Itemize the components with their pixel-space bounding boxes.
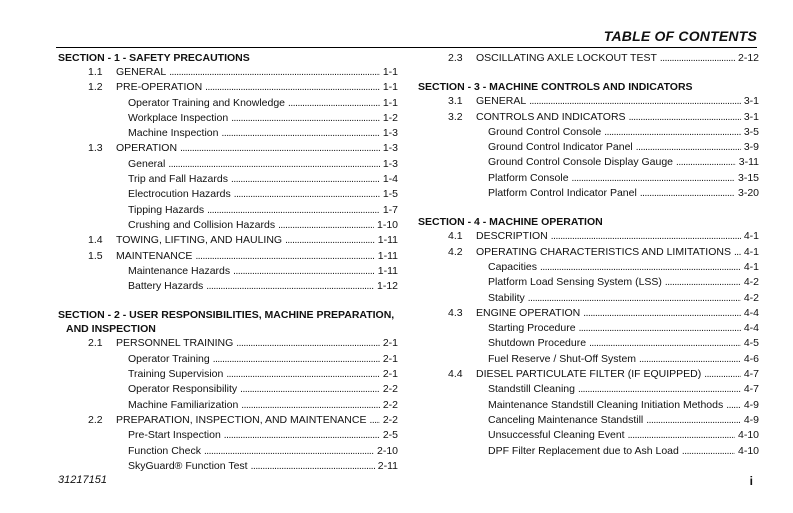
dot-leader [233, 264, 375, 279]
toc-page-ref: 4-4 [743, 322, 759, 335]
toc-page-ref: 4-1 [743, 260, 759, 273]
toc-entry-title: MAINTENANCE [116, 249, 193, 262]
toc-subentry[interactable] [58, 218, 398, 233]
toc-subentry[interactable] [418, 260, 759, 275]
toc-page-ref: 1-3 [382, 142, 398, 155]
toc-subentry[interactable] [418, 428, 759, 443]
dot-leader [540, 260, 741, 275]
toc-subentry[interactable] [58, 111, 398, 126]
toc-page-ref: 1-3 [382, 157, 398, 170]
page-title: TABLE OF CONTENTS [603, 28, 757, 44]
toc-subentry[interactable] [58, 172, 398, 187]
toc-entry[interactable] [418, 51, 759, 66]
toc-page-ref: 1-1 [382, 96, 398, 109]
toc-entry-title: OPERATING CHARACTERISTICS AND LIMITATIONS [476, 245, 731, 258]
toc-page-ref: 3-15 [737, 171, 759, 184]
toc-entry[interactable] [58, 413, 398, 428]
toc-entry-title: Training Supervision [128, 368, 224, 381]
toc-entry-title: Function Check [128, 444, 201, 457]
toc-entry-title: Tipping Hazards [128, 203, 205, 216]
toc-subentry[interactable] [58, 279, 398, 294]
dot-leader [240, 382, 380, 397]
toc-page-ref: 3-5 [743, 125, 759, 138]
toc-page-ref: 4-10 [737, 429, 759, 442]
header-rule [56, 47, 757, 48]
toc-entry-title: Operator Responsibility [128, 383, 238, 396]
toc-right-column [418, 51, 759, 459]
dot-leader [551, 229, 741, 244]
dot-leader [636, 140, 741, 155]
dot-leader [604, 125, 741, 140]
toc-entry-title: ENGINE OPERATION [476, 306, 581, 319]
dot-leader [682, 444, 735, 459]
dot-leader [528, 291, 741, 306]
dot-leader [285, 233, 375, 248]
toc-page-ref: 2-2 [382, 413, 398, 426]
toc-subentry[interactable] [58, 367, 398, 382]
toc-entry-title: TOWING, LIFTING, AND HAULING [116, 234, 283, 247]
toc-page-ref: 3-1 [743, 95, 759, 108]
toc-subentry[interactable] [58, 382, 398, 397]
section-heading-text: SECTION - 2 - USER RESPONSIBILITIES, MACHINE PREPARATION, [58, 309, 395, 322]
toc-subentry[interactable] [58, 96, 398, 111]
toc-page-ref: 4-4 [743, 306, 759, 319]
toc-entry-title: Operator Training and Knowledge [128, 96, 286, 109]
toc-page-ref: 4-7 [743, 368, 759, 381]
dot-leader [640, 186, 735, 201]
toc-entry-number: 3.2 [448, 110, 463, 123]
dot-leader [221, 126, 379, 141]
toc-entry[interactable] [418, 110, 759, 125]
dot-leader [726, 398, 741, 413]
toc-page-ref: 2-1 [382, 352, 398, 365]
toc-entry-title: Platform Load Sensing System (LSS) [488, 276, 662, 289]
toc-entry-number: 2.1 [88, 337, 103, 350]
toc-page-ref: 2-2 [382, 383, 398, 396]
toc-entry-number: 1.2 [88, 81, 103, 94]
dot-leader [629, 110, 741, 125]
toc-left-column [58, 51, 398, 474]
dot-leader [572, 171, 735, 186]
toc-page-ref: 1-11 [377, 264, 398, 277]
dot-leader [578, 382, 741, 397]
dot-leader [180, 141, 380, 156]
toc-subentry[interactable] [58, 187, 398, 202]
dot-leader [207, 203, 380, 218]
toc-subentry[interactable] [418, 186, 759, 201]
toc-entry-title: OSCILLATING AXLE LOCKOUT TEST [476, 52, 657, 64]
toc-subentry[interactable] [58, 459, 398, 474]
toc-page-ref: 3-11 [738, 156, 759, 169]
toc-page-ref: 3-9 [743, 141, 759, 154]
dot-leader [169, 65, 380, 80]
toc-entry[interactable] [58, 336, 398, 351]
toc-page-ref: 1-7 [382, 203, 398, 216]
dot-leader [234, 187, 380, 202]
toc-subentry[interactable] [418, 336, 759, 351]
toc-entry-title: Stability [488, 291, 525, 304]
toc-entry-title: Maintenance Standstill Cleaning Initiation Methods [488, 398, 724, 411]
toc-entry-title: Capacities [488, 260, 538, 273]
toc-entry-number: 4.4 [448, 368, 463, 381]
toc-entry-title: Unsuccessful Cleaning Event [488, 429, 625, 442]
toc-entry[interactable] [58, 80, 398, 95]
section-heading-text: SECTION - 1 - SAFETY PRECAUTIONS [58, 52, 250, 64]
toc-entry-title: Standstill Cleaning [488, 383, 575, 396]
toc-entry-title: Platform Control Indicator Panel [488, 187, 637, 200]
toc-entry-number: 1.1 [88, 66, 103, 78]
toc-page-ref: 2-5 [382, 429, 398, 442]
toc-entry-title: Machine Inspection [128, 127, 219, 140]
toc-subentry[interactable] [58, 398, 398, 413]
dot-leader [288, 96, 380, 111]
toc-subentry[interactable] [58, 157, 398, 172]
toc-entry[interactable] [58, 233, 398, 248]
toc-entry-title: Maintenance Hazards [128, 264, 231, 277]
dot-leader [226, 367, 379, 382]
toc-page-ref: 4-7 [743, 383, 759, 396]
toc-entry-title: Shutdown Procedure [488, 337, 587, 350]
toc-entry-number: 4.1 [448, 230, 463, 243]
section-spacer [58, 294, 398, 308]
toc-page-ref: 2-2 [382, 398, 398, 411]
dot-leader [236, 336, 380, 351]
dot-leader [278, 218, 374, 233]
toc-subentry[interactable] [58, 428, 398, 443]
toc-entry-title: DIESEL PARTICULATE FILTER (IF EQUIPPED) [476, 368, 702, 381]
dot-leader [231, 111, 380, 126]
toc-entry-title: Battery Hazards [128, 280, 204, 293]
toc-entry[interactable] [418, 245, 759, 260]
toc-entry-title: PERSONNEL TRAINING [116, 337, 234, 350]
toc-page-ref: 1-3 [382, 127, 398, 140]
dot-leader [583, 306, 741, 321]
toc-entry-number: 2.3 [448, 52, 463, 64]
dot-leader [168, 157, 379, 172]
toc-subentry[interactable] [418, 413, 759, 428]
toc-page-ref: 1-2 [382, 111, 398, 124]
toc-page-ref: 1-5 [382, 188, 398, 201]
toc-page-ref: 4-2 [743, 291, 759, 304]
section-spacer [418, 201, 759, 215]
dot-leader [241, 398, 380, 413]
dot-leader [205, 80, 380, 95]
toc-entry-number: 4.3 [448, 306, 463, 319]
section-heading-text: SECTION - 4 - MACHINE OPERATION [418, 216, 603, 229]
toc-entry-title: Ground Control Console [488, 125, 602, 138]
toc-subentry[interactable] [418, 171, 759, 186]
toc-entry-title: PRE-OPERATION [116, 81, 203, 94]
toc-entry[interactable] [418, 306, 759, 321]
section-heading [418, 80, 759, 94]
dot-leader [213, 352, 380, 367]
toc-subentry[interactable] [58, 352, 398, 367]
dot-leader [206, 279, 374, 294]
toc-entry-title: CONTROLS AND INDICATORS [476, 110, 626, 123]
toc-page-ref: 1-4 [382, 173, 398, 186]
toc-entry-title: Ground Control Indicator Panel [488, 141, 633, 154]
dot-leader [369, 413, 379, 428]
toc-page-ref: 1-12 [376, 280, 398, 293]
toc-subentry[interactable] [418, 125, 759, 140]
toc-entry-number: 1.3 [88, 142, 103, 155]
dot-leader [589, 336, 741, 351]
page-number: i [749, 474, 753, 488]
dot-leader [529, 94, 741, 109]
dot-leader [224, 428, 380, 443]
toc-entry-title: Electrocution Hazards [128, 188, 231, 201]
toc-subentry[interactable] [418, 444, 759, 459]
toc-entry-title: DESCRIPTION [476, 230, 548, 243]
toc-entry-title: GENERAL [476, 95, 527, 108]
dot-leader [734, 245, 741, 260]
toc-entry-title: Pre-Start Inspection [128, 429, 221, 442]
dot-leader [628, 428, 735, 443]
toc-entry[interactable] [58, 65, 398, 80]
dot-leader [639, 352, 741, 367]
toc-page-ref: 4-6 [743, 352, 759, 365]
dot-leader [195, 249, 374, 264]
toc-subentry[interactable] [58, 444, 398, 459]
toc-page-ref: 4-1 [743, 230, 759, 243]
section-heading [58, 308, 398, 336]
dot-leader [704, 367, 741, 382]
dot-leader [579, 321, 741, 336]
toc-entry-title: Workplace Inspection [128, 111, 229, 124]
toc-page-ref: 3-20 [737, 187, 759, 200]
toc-page-ref: 2-12 [737, 52, 759, 64]
dot-leader [660, 51, 735, 66]
toc-subentry[interactable] [418, 382, 759, 397]
toc-subentry[interactable] [418, 155, 759, 170]
toc-entry-title: Ground Control Console Display Gauge [488, 156, 674, 169]
section-heading-continuation: AND INSPECTION [66, 323, 156, 336]
section-spacer [418, 66, 759, 80]
dot-leader [665, 275, 741, 290]
toc-subentry[interactable] [418, 275, 759, 290]
toc-entry-title: Canceling Maintenance Standstill [488, 413, 644, 426]
toc-subentry[interactable] [58, 126, 398, 141]
dot-leader [251, 459, 375, 474]
toc-page-ref: 4-1 [743, 245, 759, 258]
toc-entry-title: Trip and Fall Hazards [128, 173, 228, 186]
toc-entry-title: General [128, 157, 166, 170]
toc-entry-title: Crushing and Collision Hazards [128, 218, 276, 231]
toc-subentry[interactable] [418, 352, 759, 367]
toc-page-ref: 2-1 [382, 337, 398, 350]
toc-page-ref: 1-10 [376, 218, 398, 231]
toc-page-ref: 2-1 [382, 368, 398, 381]
toc-page-ref: 3-1 [743, 110, 759, 123]
toc-subentry[interactable] [418, 398, 759, 413]
toc-entry-title: Starting Procedure [488, 322, 576, 335]
toc-page-ref: 4-10 [737, 444, 759, 457]
toc-entry-title: Operator Training [128, 352, 210, 365]
toc-subentry[interactable] [418, 140, 759, 155]
toc-page-ref: 1-1 [382, 81, 398, 94]
toc-entry-title: Fuel Reserve / Shut-Off System [488, 352, 637, 365]
toc-entry[interactable] [58, 141, 398, 156]
toc-page-ref: 1-11 [377, 249, 398, 262]
toc-entry-title: OPERATION [116, 142, 178, 155]
toc-page-ref: 4-9 [743, 413, 759, 426]
toc-entry-title: SkyGuard® Function Test [128, 459, 248, 472]
dot-leader [231, 172, 380, 187]
dot-leader [646, 413, 741, 428]
toc-subentry[interactable] [418, 291, 759, 306]
section-heading [58, 51, 398, 65]
toc-entry-number: 2.2 [88, 413, 103, 426]
toc-page-ref: 2-11 [377, 459, 398, 472]
toc-page-ref: 4-9 [743, 398, 759, 411]
toc-entry[interactable] [418, 367, 759, 382]
toc-entry-title: Platform Console [488, 171, 569, 184]
toc-page-ref: 4-5 [743, 337, 759, 350]
toc-entry[interactable] [418, 229, 759, 244]
section-heading [418, 215, 759, 229]
toc-page-ref: 1-11 [377, 234, 398, 247]
toc-entry-number: 3.1 [448, 95, 463, 108]
toc-entry-number: 4.2 [448, 245, 463, 258]
toc-entry-number: 1.5 [88, 249, 103, 262]
section-heading-text: SECTION - 3 - MACHINE CONTROLS AND INDICATORS [418, 81, 693, 94]
toc-subentry[interactable] [58, 203, 398, 218]
toc-entry-title: Machine Familiarization [128, 398, 239, 411]
toc-page-ref: 1-1 [382, 66, 398, 78]
toc-entry-title: DPF Filter Replacement due to Ash Load [488, 444, 679, 457]
toc-subentry[interactable] [58, 264, 398, 279]
dot-leader [676, 155, 736, 170]
toc-page-ref: 2-10 [376, 444, 398, 457]
toc-entry-title: PREPARATION, INSPECTION, AND MAINTENANCE [116, 413, 367, 426]
toc-entry[interactable] [58, 249, 398, 264]
dot-leader [204, 444, 374, 459]
toc-page-ref: 4-2 [743, 276, 759, 289]
toc-subentry[interactable] [418, 321, 759, 336]
toc-entry[interactable] [418, 94, 759, 109]
toc-entry-number: 1.4 [88, 234, 103, 247]
toc-entry-title: GENERAL [116, 66, 167, 78]
document-number: 31217151 [58, 474, 107, 486]
